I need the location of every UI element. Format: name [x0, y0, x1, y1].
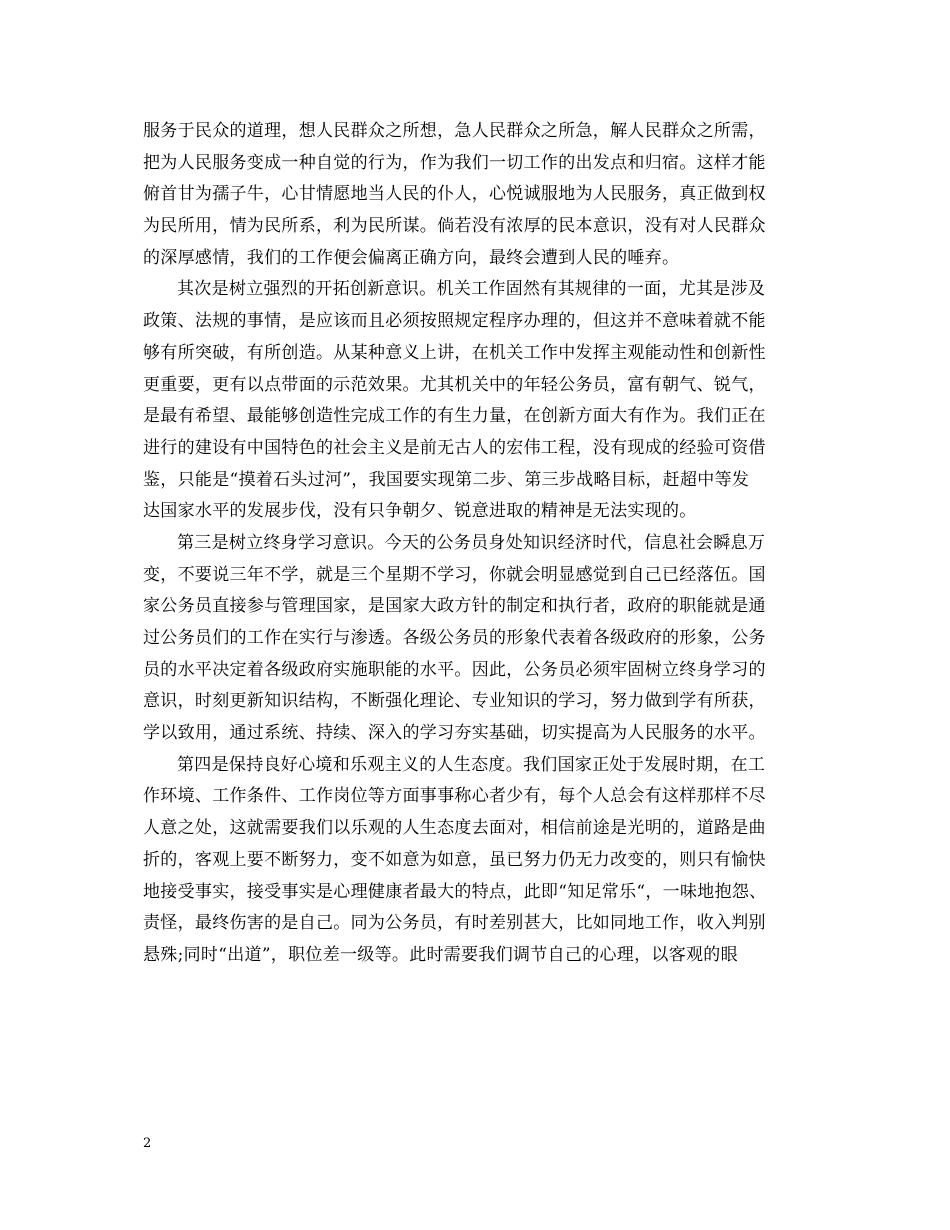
text-line: 够有所突破，有所创造。从某种意义上讲，在机关工作中发挥主观能动性和创新性	[143, 342, 766, 363]
text-line: 折的，客观上要不断努力，变不如意为如意，虽已努力仍无力改变的，则只有愉快	[143, 849, 766, 870]
text-line: 作环境、工作条件、工作岗位等方面事事称心者少有，每个人总会有这样那样不尽	[143, 786, 766, 807]
text-line: 把为人民服务变成一种自觉的行为，作为我们一切工作的出发点和归宿。这样才能	[143, 152, 766, 173]
text-line: 为民所用，情为民所系，利为民所谋。倘若没有浓厚的民本意识，没有对人民群众	[143, 216, 766, 237]
text-line: 意识，时刻更新知识结构，不断强化理论、专业知识的学习，努力做到学有所获，	[143, 691, 766, 712]
body-text	[143, 116, 823, 972]
text-line: 员的水平决定着各级政府实施职能的水平。因此，公务员必须牢固树立终身学习的	[143, 659, 766, 680]
text-line: 悬殊;同时“出道”，职位差一级等。此时需要我们调节自己的心理，以客观的眼	[143, 944, 738, 965]
text-line: 责怪，最终伤害的是自己。同为公务员，有时差别甚大，比如同地工作，收入判别	[143, 913, 766, 934]
text-line: 过公务员们的工作在实行与渗透。各级公务员的形象代表着各级政府的形象，公务	[143, 628, 766, 648]
text-line: 第三是树立终身学习意识。今天的公务员身处知识经济时代，信息社会瞬息万	[177, 532, 766, 553]
text-line: 地接受事实，接受事实是心理健康者最大的特点，此即“知足常乐“，一味地抱怨、	[143, 881, 767, 902]
text-line: 的深厚感情，我们的工作便会偏离正确方向，最终会遭到人民的唾弃。	[143, 247, 680, 268]
page-number: 2	[143, 1136, 152, 1151]
text-line: 学以致用，通过系统、持续、深入的学习夯实基础，切实提高为人民服务的水平。	[143, 723, 766, 744]
text-line: 人意之处，这就需要我们以乐观的人生态度去面对，相信前途是光明的，道路是曲	[143, 818, 766, 839]
text-line: 政策、法规的事情，是应该而且必须按照规定程序办理的，但这并不意味着就不能	[143, 311, 766, 332]
text-line: 服务于民众的道理，想人民群众之所想，急人民群众之所急，解人民群众之所需，	[143, 121, 766, 141]
text-line: 家公务员直接参与管理国家，是国家大政方针的制定和执行者，政府的职能就是通	[143, 596, 766, 617]
text-line: 变，不要说三年不学，就是三个星期不学习，你就会明显感觉到自己已经落伍。国	[143, 564, 766, 585]
text-line: 第四是保持良好心境和乐观主义的人生态度。我们国家正处于发展时期，在工	[177, 754, 766, 775]
text-line: 更重要，更有以点带面的示范效果。尤其机关中的年轻公务员，富有朝气、锐气，	[143, 374, 766, 395]
text-line: 俯首甘为孺子牛，心甘情愿地当人民的仆人，心悦诚服地为人民服务，真正做到权	[143, 184, 766, 205]
text-line: 其次是树立强烈的开拓创新意识。机关工作固然有其规律的一面，尤其是涉及	[177, 279, 766, 300]
text-line: 进行的建设有中国特色的社会主义是前无古人的宏伟工程，没有现成的经验可资借	[143, 437, 766, 458]
text-line: 是最有希望、最能够创造性完成工作的有生力量，在创新方面大有作为。我们正在	[143, 406, 766, 427]
text-line: 达国家水平的发展步伐，没有只争朝夕、锐意进取的精神是无法实现的。	[143, 501, 697, 522]
text-line: 鉴，只能是“摸着石头过河”，我国要实现第二步、第三步战略目标，赶超中等发	[143, 469, 750, 490]
